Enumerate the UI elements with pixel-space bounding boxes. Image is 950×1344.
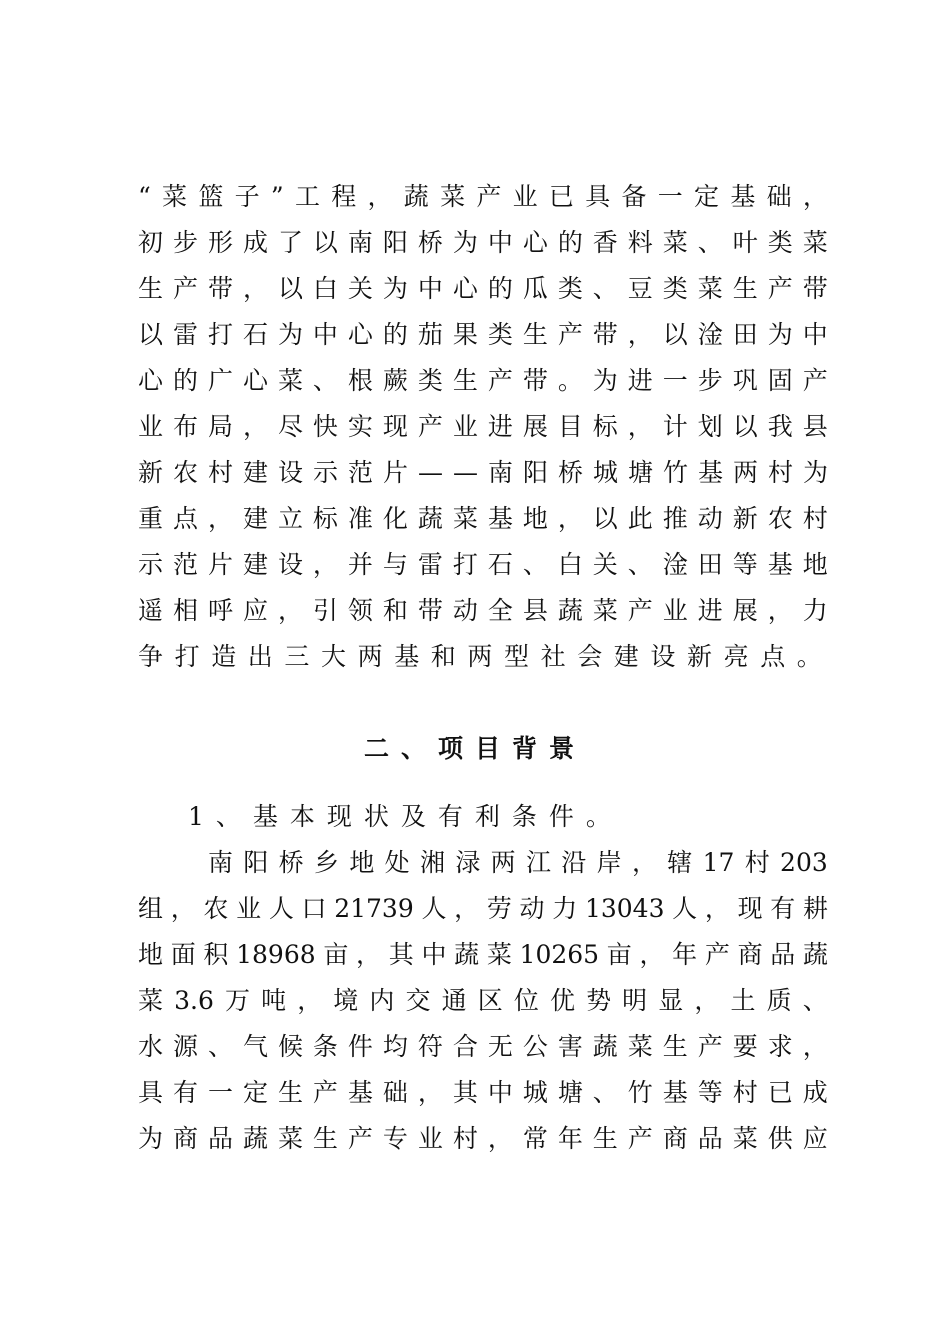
text-line: 生 产 带 ， 以 白 关 为 中 心 的 瓜 类 、 豆 类 菜 生 产 带 (138, 274, 828, 303)
subheading: 1、基本现状及有利条件。 (188, 802, 623, 831)
text-line: 初 步 形 成 了 以 南 阳 桥 为 中 心 的 香 料 菜 、 叶 类 菜 (138, 228, 828, 257)
text-line: 重 点 ， 建 立 标 准 化 蔬 菜 基 地 ， 以 此 推 动 新 农 村 (138, 504, 828, 533)
text-line: 菜 3.6 万 吨 ， 境 内 交 通 区 位 优 势 明 显 ， 土 质 、 (138, 986, 828, 1015)
text-line: 南 阳 桥 乡 地 处 湘 渌 两 江 沿 岸 ， 辖 17 村 203 (208, 848, 828, 877)
text-line: 以 雷 打 石 为 中 心 的 茄 果 类 生 产 带 ， 以 淦 田 为 中 (138, 320, 828, 349)
section-heading: 二、项目背景 (363, 734, 586, 763)
text-line: 遥 相 呼 应 ， 引 领 和 带 动 全 县 蔬 菜 产 业 进 展 ， 力 (138, 596, 828, 625)
text-line: 业 布 局 ， 尽 快 实 现 产 业 进 展 目 标 ， 计 划 以 我 县 (138, 412, 828, 441)
text-line: 争打造出三大两基和两型社会建设新亮点。 (138, 642, 834, 671)
text-line: 组 ， 农 业 人 口 21739 人 ， 劳 动 力 13043 人 ， 现 有 耕 (138, 894, 828, 923)
text-line: “ 菜 篮 子 ” 工 程 ， 蔬 菜 产 业 已 具 备 一 定 基 础 ， (138, 182, 828, 211)
text-line: 为 商 品 蔬 菜 生 产 专 业 村 ， 常 年 生 产 商 品 菜 供 应 (138, 1124, 828, 1153)
text-line: 心 的 广 心 菜 、 根 蕨 类 生 产 带 。 为 进 一 步 巩 固 产 (138, 366, 828, 395)
text-line: 示 范 片 建 设 ， 并 与 雷 打 石 、 白 关 、 淦 田 等 基 地 (138, 550, 828, 579)
text-line: 地 面 积 18968 亩 ， 其 中 蔬 菜 10265 亩 ， 年 产 商 品 蔬 (138, 940, 828, 969)
text-line: 水 源 、 气 候 条 件 均 符 合 无 公 害 蔬 菜 生 产 要 求 ， (138, 1032, 828, 1061)
text-line: 具 有 一 定 生 产 基 础 ， 其 中 城 塘 、 竹 基 等 村 已 成 (138, 1078, 828, 1107)
text-line: 新 农 村 建 设 示 范 片 — — 南 阳 桥 城 塘 竹 基 两 村 为 (138, 458, 828, 487)
